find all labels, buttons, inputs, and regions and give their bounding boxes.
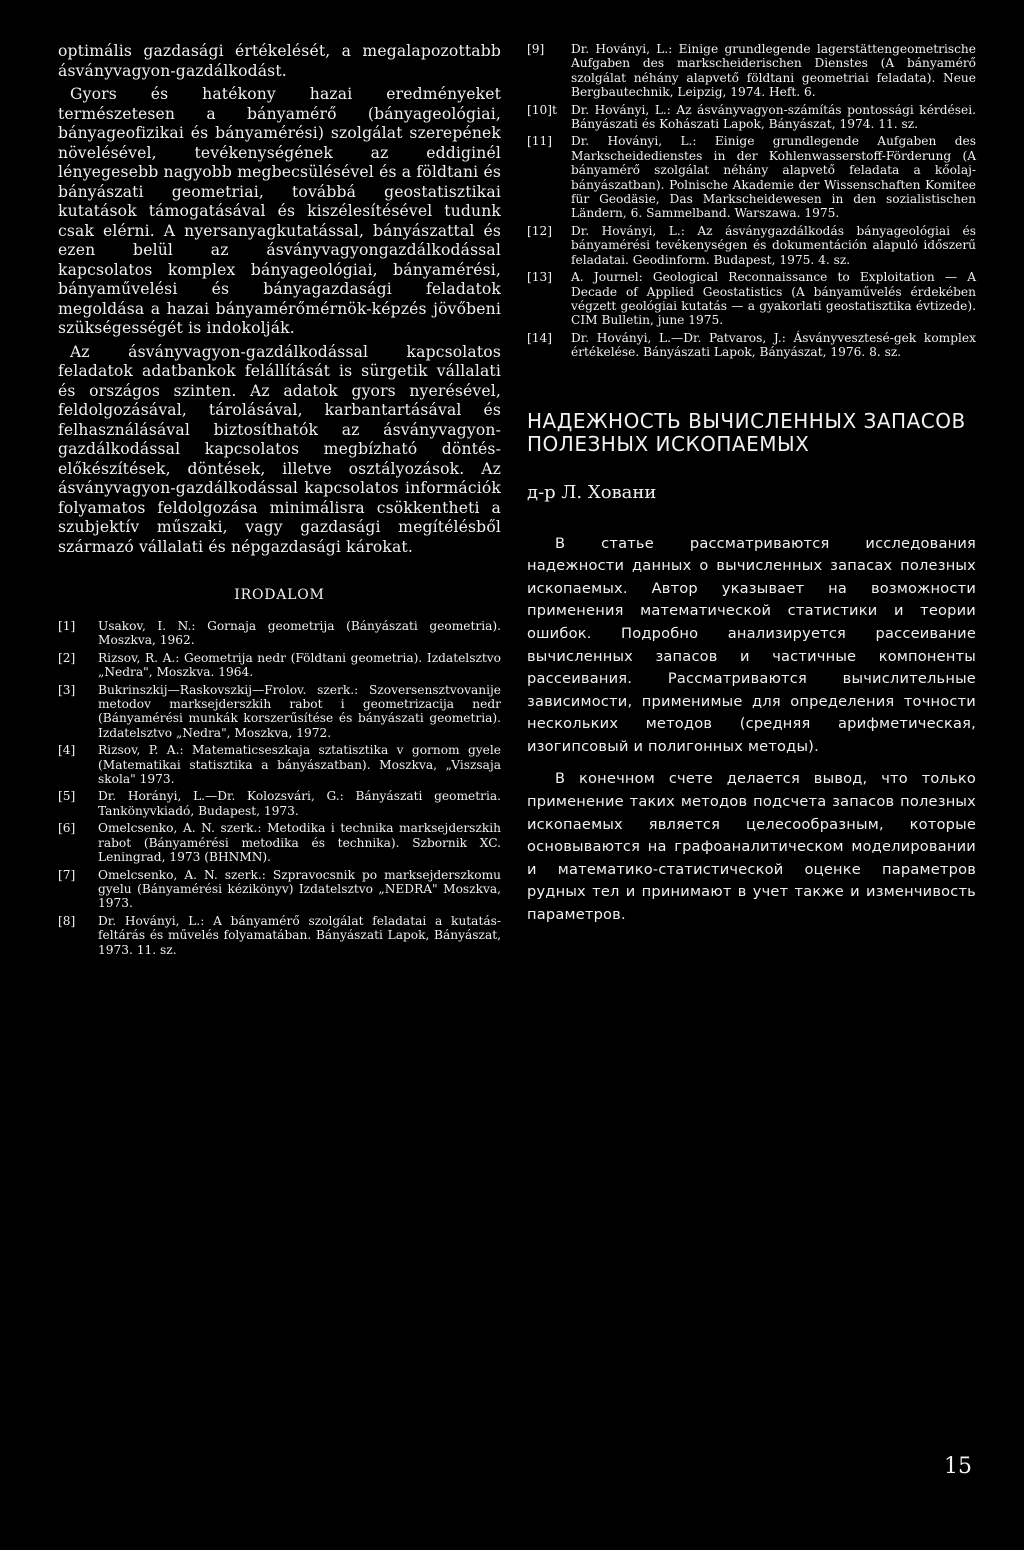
reference-text: Omelcsenko, A. N. szerk.: Szpravocsnik po marksejderszkomu gyelu (Bányamérési kézikönyv) Izdatelsztvo „NEDRA" Moszkva, 1973. (98, 867, 501, 911)
reference-list-left (58, 619, 501, 957)
reference-item (58, 619, 501, 648)
reference-number: [1] (58, 619, 76, 633)
reference-number: [9] (527, 42, 545, 56)
reference-number: [13] (527, 270, 553, 285)
reference-item (58, 789, 501, 818)
reference-text: Dr. Hoványi, L.—Dr. Patvaros, J.: Ásványvesztesé-gek komplex értékelése. Bányászati Lapok, Bányászat, 1976. 8. sz. (571, 330, 976, 360)
russian-summary-paragraph-1: В статье рассматриваются исследования надежности данных о вычисленных запасах полезных ископаемых. Автор указывает на возможности применения математической статистики и теории ошибок. Подробно анализируется рассеивание вычисленных запасов и частичные компоненты рассеивания. Рассматриваются вычислительные зависимости, применимые для определения точности нескольких методов (средняя арифметическая, изогипсовый и полигонных методы). (527, 534, 976, 755)
reference-number: [8] (58, 913, 76, 928)
reference-number: [12] (527, 223, 553, 238)
reference-list-right (527, 42, 976, 360)
paragraph-databank: Az ásványvagyon-gazdálkodással kapcsolatos feladatok adatbankok felállítását is sürgetik vállalati és országos szinten. Az adatok gyors nyerésével, feldolgozásával, tárolásával, karbantartásával és felhasználásával biztosíthatók az ásványvagyon-gazdálkodással kapcsolatos megbízható döntés-előkészítések, döntések, illetve osztályozások. Az ásványvagyon-gazdálkodással kapcsolatos információk folyamatos feldolgozása minimálisra csökkentheti a szubjektív műszaki, vagy gazdasági megítélésből származó vállalati és népgazdasági károkat. (58, 342, 501, 556)
reference-text: Rizsov, R. A.: Geometrija nedr (Földtani geometria). Izdatelsztvo „Nedra", Moszkva. 1964. (98, 650, 501, 680)
reference-text: Omelcsenko, A. N. szerk.: Metodika i technika marksejderszkih rabot (Bányamérési metodika és technika). Szbornik XC. Leningrad, 1973 (BHNMN). (98, 821, 501, 865)
reference-item (527, 42, 976, 100)
reference-number: [2] (58, 650, 76, 665)
reference-number: [6] (58, 821, 76, 836)
reference-text: Dr. Horányi, L.—Dr. Kolozsvári, G.: Bányászati geometria. Tankönyvkiadó, Budapest, 1973. (98, 789, 501, 818)
russian-summary-title: НАДЕЖНОСТЬ ВЫЧИСЛЕННЫХ ЗАПАСОВ ПОЛЕЗНЫХ ИСКОПАЕМЫХ (527, 408, 966, 456)
literature-heading: IRODALOM (234, 587, 325, 603)
reference-item (527, 224, 976, 267)
russian-summary-author: д-р Л. Ховани (527, 481, 657, 503)
reference-item (58, 743, 501, 786)
reference-text: Dr. Hoványi, L.: Az ásványvagyon-számítás pontossági kérdései. Bányászati és Kohászati Lapok, Bányászat, 1974. 11. sz. (571, 102, 976, 132)
reference-text: A. Journel: Geological Reconnaissance to Exploitation — A Decade of Applied Geostatistics (A bányaművelés érdekében végzett geológiai kutatás — a gyakorlati geostatisztika évtizede). CIM Bulletin, june 1975. (571, 270, 976, 328)
reference-number: [10]t (527, 102, 557, 117)
paragraph-results: Gyors és hatékony hazai eredményeket természetesen a bányamérő (bányageológiai, bányageofizikai és bányamérési) szolgálat szerepének növelésével, tevékenységének az eddiginél lényegesebb nagyobb megbecsülésével és a földtani és bányászati geometriai, továbbá geostatisztikai kutatások támogatásával és kiszélesítésével tudunk csak elérni. A nyersanyagkutatással, bányászattal és ezen belül az ásványvagyongazdálkodással kapcsolatos komplex bányageológiai, bányamérési, bányaművelési és bányagazdasági feladatok megoldása a hazai bányamérőmérnök-képzés jövőbeni szükségességét is indokolják. (58, 85, 501, 337)
reference-number: [11] (527, 134, 553, 149)
page-number: 15 (944, 1454, 972, 1479)
reference-item (58, 651, 501, 680)
left-column (58, 42, 501, 960)
reference-item (527, 134, 976, 220)
russian-summary-paragraph-2: В конечном счете делается вывод, что только применение таких методов подсчета запасов полезных ископаемых является целесообразным, которые основываются на графоаналитическом моделировании и математико-статистической оценке параметров рудных тел и принимают в учет также и изменчивость параметров. (527, 770, 976, 924)
right-column (527, 42, 976, 927)
reference-text: Dr. Hoványi, L.: Az ásványgazdálkodás bányageológiai és bányamérési tevékenységen és dokumentáción alapuló időszerű feladatai. Geodinform. Budapest, 1975. 4. sz. (571, 223, 976, 267)
reference-item (58, 683, 501, 741)
reference-number: [5] (58, 789, 76, 804)
reference-item (527, 103, 976, 132)
paragraph-intro: optimális gazdasági értékelését, a megalapozottabb ásványvagyon-gazdálkodást. (58, 42, 501, 80)
reference-text: Bukrinszkij—Raskovszkij—Frolov. szerk.: Szoversensztvovanije metodov marksejderszkih rabot i geometrizacija nedr (Bányamérési munkák korszerűsítése és bányászati geometria). Izdatelsztvo „Nedra", Moszkva, 1972. (98, 682, 501, 740)
reference-number: [4] (58, 743, 76, 758)
reference-text: Dr. Hoványi, L.: Einige grundlegende Aufgaben des Markscheidedienstes in der Kohlenwasserstoff-Förderung (A bányamérő szolgálat néhány alapvető feladata a kőolaj-bányászatban). Polnische Akademie der Wissenschaften Komitee für Geodäsie, Das Markscheidewesen in den sozialistischen Ländern, 6. Sammelband. Warszawa. 1975. (571, 134, 976, 221)
reference-number: [3] (58, 682, 76, 697)
reference-item (58, 821, 501, 864)
reference-text: Dr. Hoványi, L.: Einige grundlegende lagerstättengeometrische Aufgaben des markscheiderischen Dienstes (A bányamérő szolgálat néhány alapvető földtani geometriai feladata). Neue Bergbautechnik, Leipzig, 1974. Heft. 6. (571, 42, 976, 100)
reference-number: [7] (58, 867, 76, 882)
reference-number: [14] (527, 330, 553, 345)
reference-text: Usakov, I. N.: Gornaja geometrija (Bányászati geometria). Moszkva, 1962. (98, 619, 501, 648)
reference-item (527, 331, 976, 360)
reference-item (58, 868, 501, 911)
reference-item (527, 270, 976, 328)
reference-item (58, 914, 501, 957)
reference-text: Dr. Hoványi, L.: A bányamérő szolgálat feladatai a kutatás-feltárás és művelés folyamatában. Bányászati Lapok, Bányászat, 1973. 11. sz. (98, 913, 501, 957)
reference-text: Rizsov, P. A.: Matematicseszkaja sztatisztika v gornom gyele (Matematikai statisztika a bányászatban). Moszkva, „Viszsaja skola" 1973. (98, 743, 501, 787)
